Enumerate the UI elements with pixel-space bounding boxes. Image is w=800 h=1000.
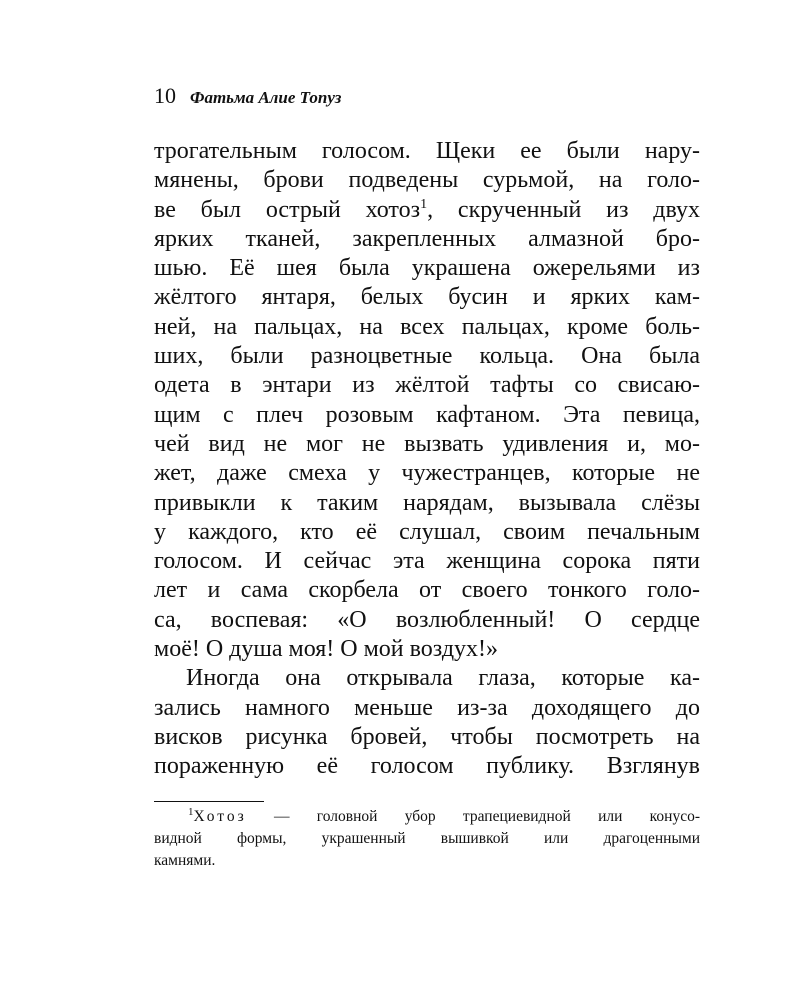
text-line bbox=[154, 196, 700, 225]
footnote-text: — головной убор трапециевидной или конусо- bbox=[246, 808, 700, 825]
book-title: Фатьма Алие Топуз bbox=[190, 88, 342, 107]
footnote bbox=[154, 806, 700, 872]
footnote-divider bbox=[154, 801, 264, 802]
text-line: ней, на пальцах, на всех пальцах, кроме боль- bbox=[154, 313, 700, 340]
text-line: лет и сама скорбела от своего тонкого голо- bbox=[154, 577, 700, 604]
footnote-line: камнями. bbox=[154, 852, 216, 869]
text-segment: ве был острый хотоз bbox=[154, 196, 421, 223]
footnote-reference: 1 bbox=[420, 196, 428, 212]
text-line: привыкли к таким нарядам, вызывала слёзы bbox=[154, 489, 700, 516]
text-line: чей вид не мог не вызвать удивления и, мо- bbox=[154, 430, 700, 457]
footnote-mark: 1 bbox=[188, 806, 194, 818]
running-head bbox=[154, 84, 341, 111]
text-line: трогательным голосом. Щеки ее были нару- bbox=[154, 138, 700, 164]
body-text bbox=[154, 137, 700, 782]
text-line: зались намного меньше из-за доходящего до bbox=[154, 694, 700, 721]
text-line: висков рисунка бровей, чтобы посмотреть на bbox=[154, 723, 700, 750]
text-line: мянены, брови подведены сурьмой, на голо- bbox=[154, 167, 700, 194]
text-line: ших, были разноцветные кольца. Она была bbox=[154, 343, 700, 370]
text-line: одета в энтари из жёлтой тафты со свисаю- bbox=[154, 372, 700, 399]
text-line: пораженную её голосом публику. Взглянув bbox=[154, 753, 700, 780]
footnote-line: видной формы, украшенный вышивкой или драгоценными bbox=[154, 830, 700, 847]
text-line: щим с плеч розовым кафтаном. Эта певица, bbox=[154, 401, 700, 428]
text-line: Иногда она открывала глаза, которые ка- bbox=[186, 665, 700, 692]
text-line: шью. Её шея была украшена ожерельями из bbox=[154, 255, 700, 282]
text-line: голосом. И сейчас эта женщина сорока пяти bbox=[154, 548, 700, 575]
text-line: у каждого, кто её слушал, своим печальным bbox=[154, 518, 700, 545]
footnote-line bbox=[154, 806, 700, 828]
text-line: моё! О душа моя! О мой воздух!» bbox=[154, 636, 499, 663]
text-segment: , скрученный из двух bbox=[427, 196, 700, 223]
text-line: жет, даже смеха у чужестранцев, которые не bbox=[154, 460, 700, 487]
text-line: са, воспевая: «О возлюбленный! О сердце bbox=[154, 606, 700, 633]
footnote-term: Хотоз bbox=[193, 808, 247, 825]
text-line: жёлтого янтаря, белых бусин и ярких кам- bbox=[154, 284, 700, 311]
text-line: ярких тканей, закрепленных алмазной бро- bbox=[154, 225, 700, 252]
page-number: 10 bbox=[154, 83, 176, 108]
